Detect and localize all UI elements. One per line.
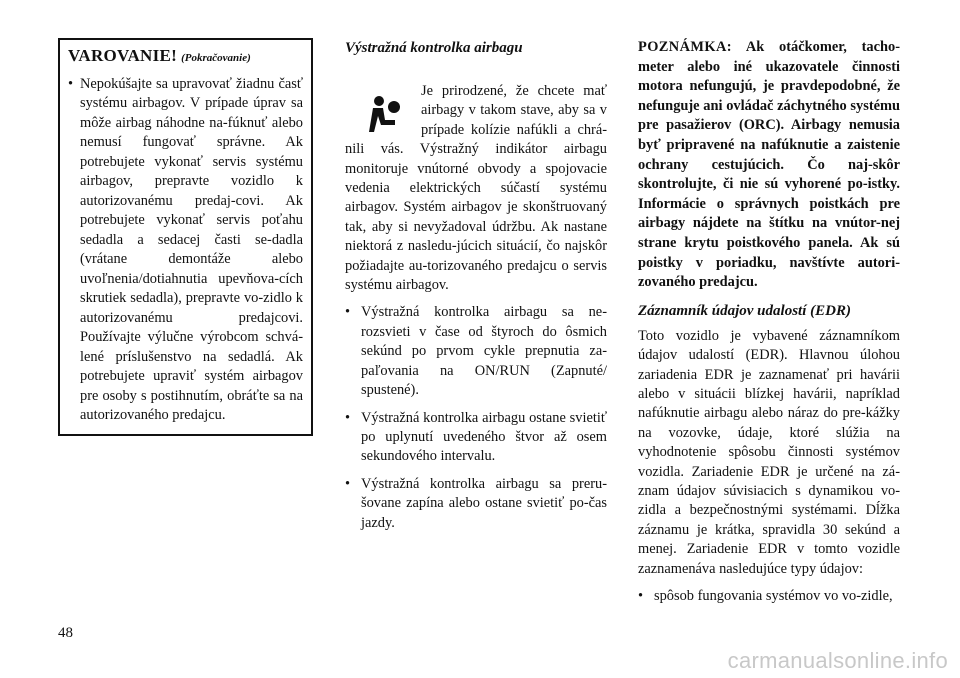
list-item <box>345 303 607 400</box>
list-item <box>345 475 607 533</box>
list-item-text: spôsob fungovania systémov vo vo-zidle, <box>654 588 893 604</box>
list-item <box>345 409 607 467</box>
watermark: carmanualsonline.info <box>727 648 948 673</box>
page-number: 48 <box>58 625 73 641</box>
edr-heading: Záznamník údajov udalostí (EDR) <box>638 302 851 319</box>
airbag-warning-icon <box>365 94 405 134</box>
bullet-dot: • <box>345 409 351 426</box>
edr-paragraph: Toto vozidlo je vybavené záznamníkom údajov udalostí (EDR). Hlavnou úlohou zariadenia EDR je zaznamenať pri havárii alebo v situácii blízkej havárii, napríklad nafúknutie airbagu alebo náraz do pre-kážky na vozovke, údaje, ktoré slúžia na vyhodnotenie spôsobu činnosti systémov vozidla. Zariadenie EDR je určené na zá-znam údajov súvisiacich s dynamikou vo-zidla a bezpečnostnými systémami. Dĺžka záznamu je krátka, spravidla 30 sekúnd a menej. Zariadenie EDR v tomto vozidle zaznamenáva nasledujúce typy údajov: <box>638 327 900 577</box>
airbag-light-intro <box>345 82 607 295</box>
list-item <box>638 587 900 606</box>
list-item-text: Výstražná kontrolka airbagu sa preru-šovane zapína alebo ostane svietiť po-čas jazdy. <box>361 475 607 531</box>
note-paragraph <box>638 38 900 293</box>
warning-subtitle: (Pokračovanie) <box>181 52 251 64</box>
warning-title: VAROVANIE! <box>68 46 178 65</box>
bullet-dot: • <box>638 588 644 604</box>
warning-column <box>58 38 313 436</box>
bullet-dot: • <box>345 475 351 492</box>
note-edr-column <box>638 38 900 606</box>
note-text: Ak otáčkomer, tacho-meter alebo iné ukazovatele činnosti motora nefungujú, je pravdepodobné, že nefunguje ani ovládač záchytného systému pre pasažierov (ORC). Airbagy nemusia byť pripravené na nafúknutie a zaistenie ochrany cestujúcich. Čo naj-skôr skontrolujte, či nie sú vyhorené po-istky. Informácie o správnych poistkách pre airbagy nájdete na štítku na vnútor-nej strane krytu poistkového panela. Ak sú poistky v poriadku, navštívte autori-zovaného predajcu. <box>638 39 900 291</box>
note-label: POZNÁMKA: <box>638 39 732 55</box>
list-item-text: Výstražná kontrolka airbagu sa ne-rozsvieti v čase od štyroch do ôsmich sekúnd po prvom cykle prepnutia za-paľovania na ON/RUN (Zapnuté/ spustené). <box>361 304 607 399</box>
airbag-light-column <box>345 38 607 533</box>
warning-bullet <box>68 75 303 426</box>
bullet-dot: • <box>68 75 74 92</box>
warning-box <box>58 38 313 436</box>
list-item-text: Výstražná kontrolka airbagu ostane svietiť po uplynutí uvedeného štvor až osem sekundového intervalu. <box>361 409 607 465</box>
warning-header <box>68 46 303 69</box>
airbag-light-heading: Výstražná kontrolka airbagu <box>345 40 523 56</box>
warning-bullet-text: Nepokúšajte sa upravovať žiadnu časť systému airbagov. V prípade úprav sa môže airbag náhodne na-fúknuť alebo nemusí fungovať správne. Ak potrebujete vykonať servis systému airbagov, prepravte vozidlo k autorizovanému predaj-covi. Ak potrebujete vykonať servis poťahu sedadla a sedacej časti se-dadla (vrátane demontáže alebo uvoľnenia/dotiahnutia upevňova-cích skrutiek sedadla), prepravte vo-zidlo k autorizovanému predajcovi. Používajte výlučne výrobcom schvá-lené príslušenstvo na sedadlá. Ak potrebujete upraviť systém airbagov pre osoby s postihnutím, obráťte sa na autorizovaného predajcu. <box>80 75 303 423</box>
airbag-light-intro-text: Je prirodzené, že chcete mať airbagy v takom stave, aby sa v prípade kolízie nafúkli a chrá-nili vás. Výstražný indikátor airbagu monitoruje vnútorné obvody a spojovacie vedenia elektrických súčastí systému airbagov. Systém airbagov je skonštruovaný tak, aby si nevyžadoval údržbu. Ak nastane niektorá z nasledu-júcich situácií, čo najskôr požiadajte au-torizovaného predajcu o servis systému airbagov. <box>345 83 607 294</box>
bullet-dot: • <box>345 304 351 321</box>
